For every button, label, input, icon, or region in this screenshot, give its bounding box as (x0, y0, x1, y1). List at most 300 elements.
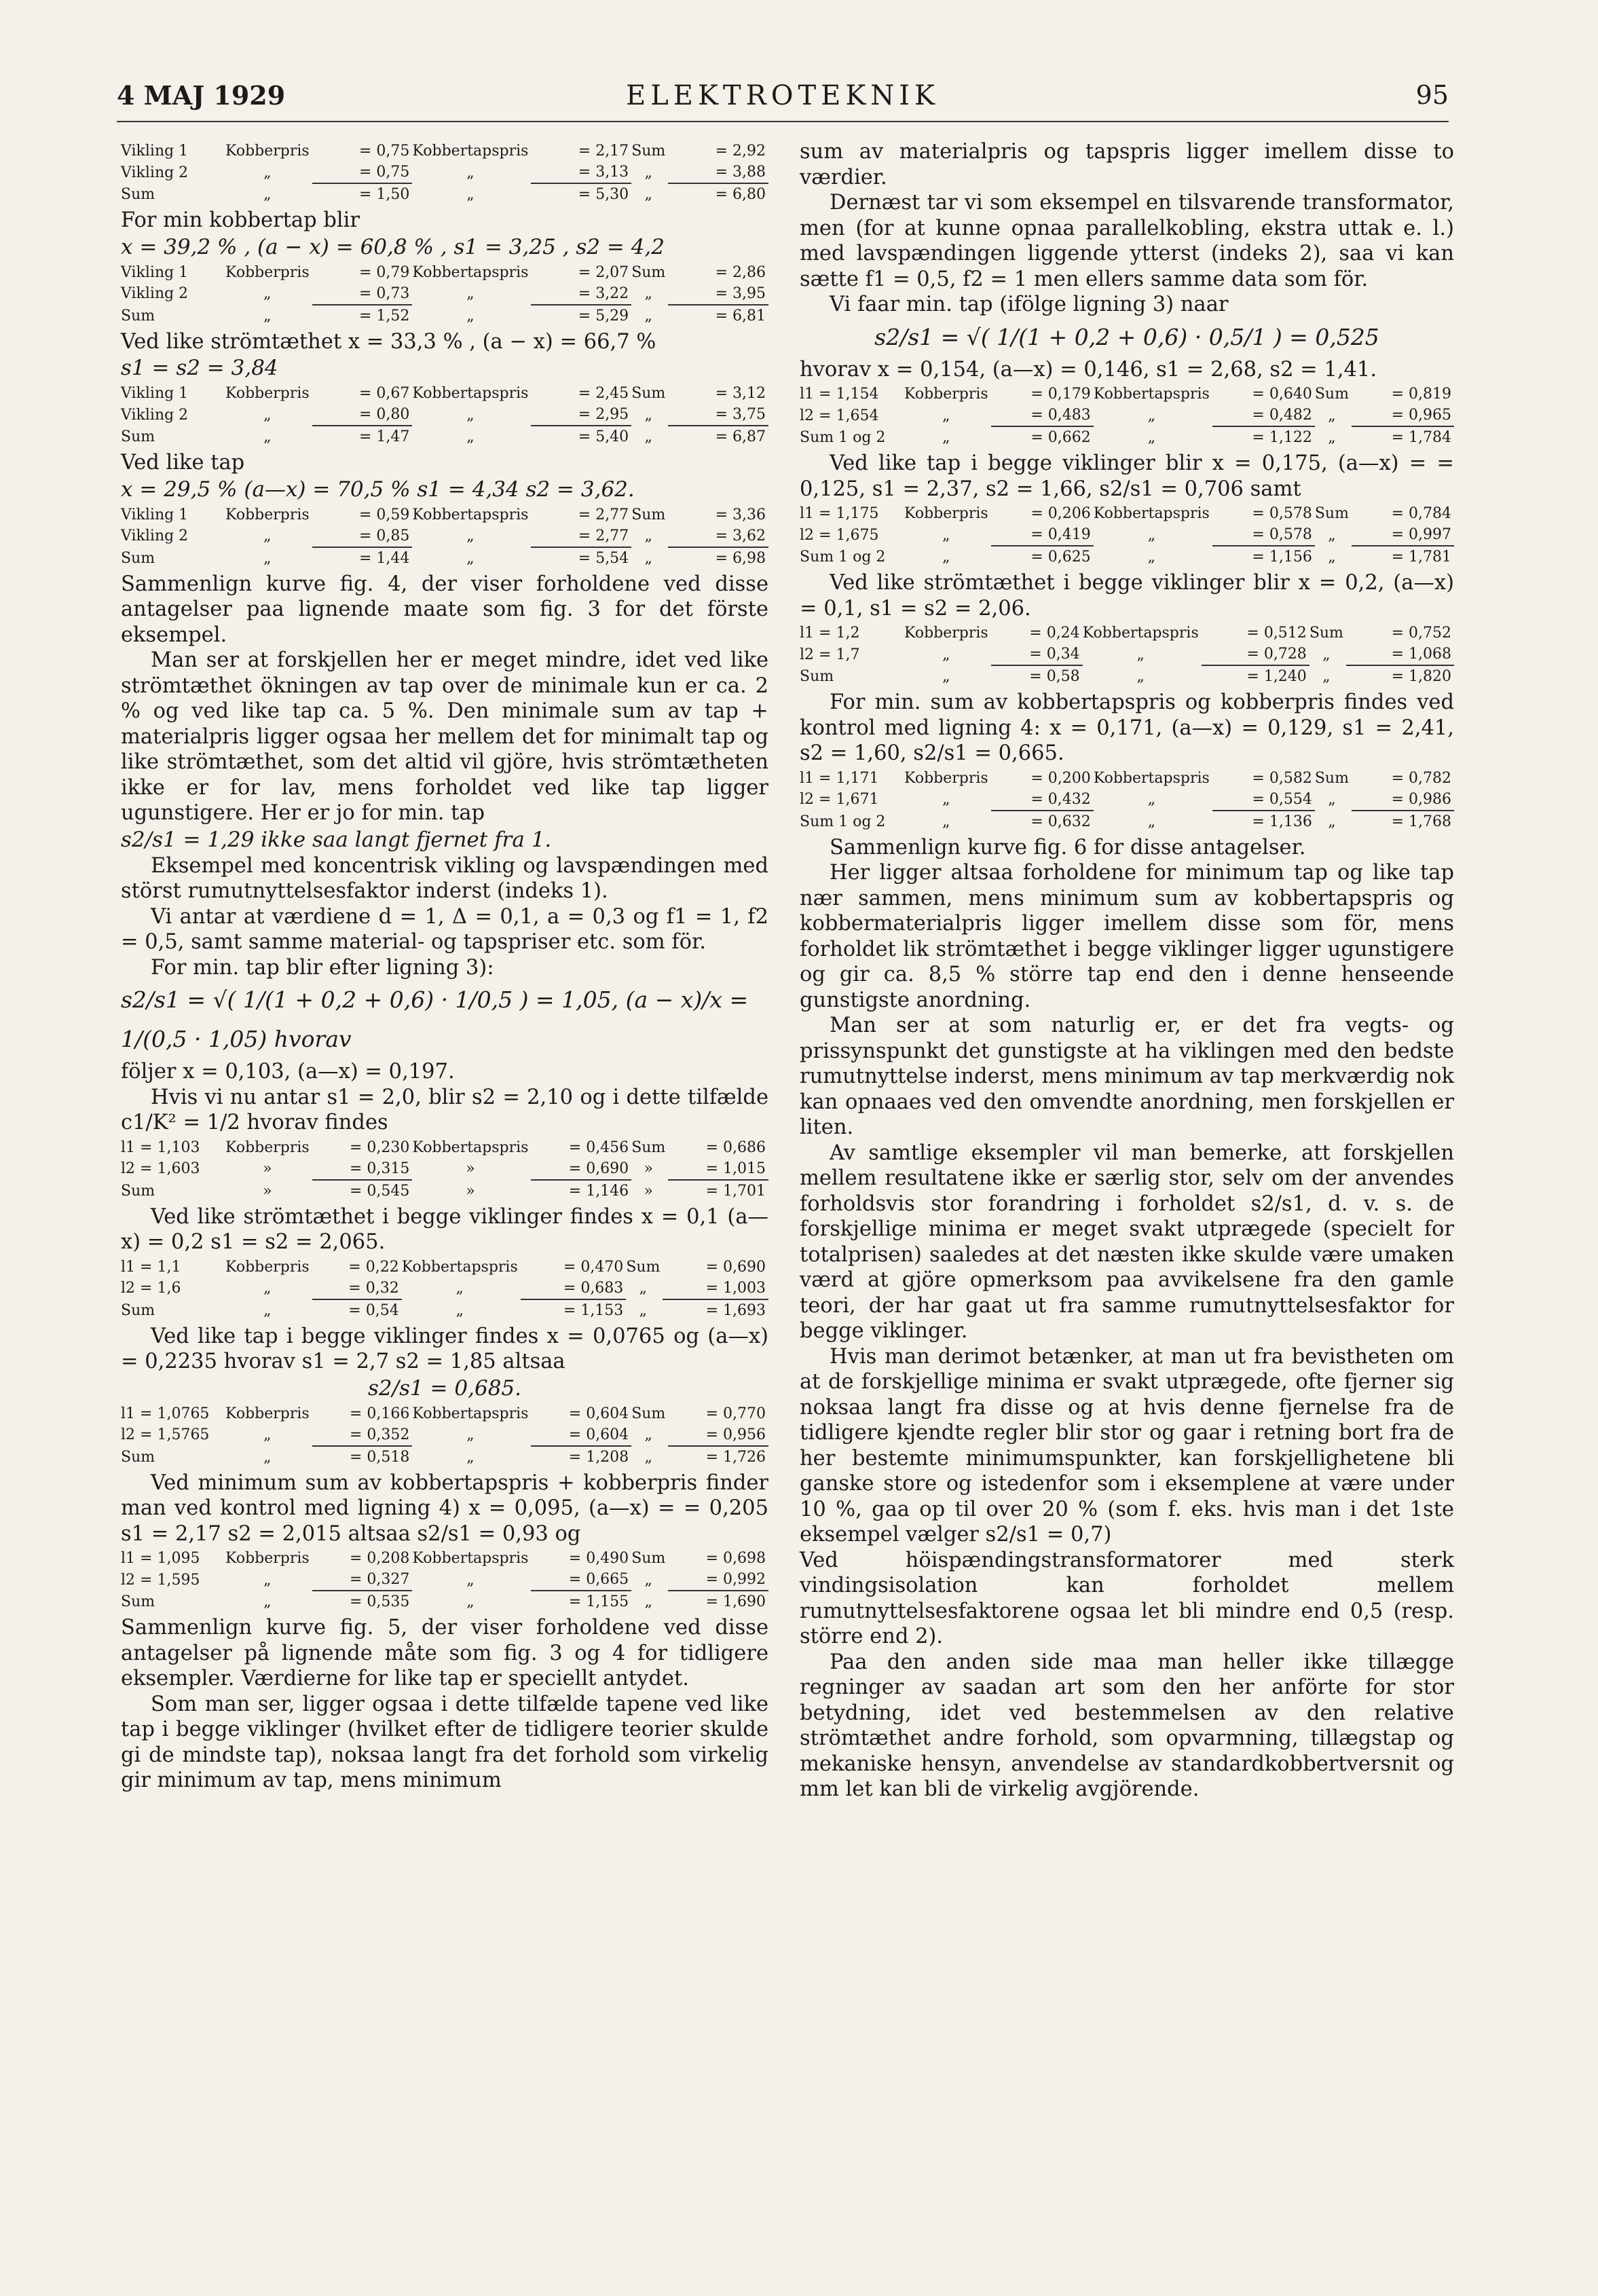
table-cell: „ (1328, 791, 1336, 808)
formula: s2/s1 = √( 1/(1 + 0,2 + 0,6) · 0,5/1 ) = 0,525 (874, 323, 1379, 350)
table-cell: = 0,456 (568, 1138, 629, 1156)
table-cell: Sum (631, 143, 666, 160)
table-cell: Sum (631, 1138, 666, 1156)
paragraph: hvorav x = 0,154, (a—x) = 0,146, s1 = 2,68, s2 = 1,41. (800, 357, 1377, 382)
paragraph: Man ser at forskjellen her er meget mindre, idet ved like strömtæthet ökningen av tap over de minimale kun er ca. 2 % og ved like tap ca. 5 %. Den minimale sum av tap + materialpris ligger ogsaa her mellem det for minimalt tap og like strömtæthet, som det altid vil gjöre, hvis strömtætheten ikke er for lav, mens forholdet ved like tap ligger ugunstigere. Her er jo for min. tap (121, 648, 768, 825)
paragraph: Paa den anden side maa man heller ikke tillægge regninger av saadan art som den her anförte for stor betydning, idet ved bestemmelsen av den relative strömtæthet andre forhold, som opvarmning, tillægstap og mekaniske hensyn, anvendelse av standardkobbertversnit og mm let kan bli de virkelig avgjörende. (800, 1650, 1454, 1801)
table-cell: = 0,80 (312, 404, 413, 426)
table-cell: = 3,12 (715, 385, 766, 402)
table-cell: „ (263, 1301, 272, 1319)
table-row (121, 1424, 768, 1446)
table-cell: Sum 1 og 2 (800, 813, 886, 830)
table-cell: „ (639, 1280, 648, 1297)
table-cell: l2 = 1,671 (800, 791, 879, 808)
table-cell: = 3,36 (715, 506, 766, 523)
paragraph: Ved like strömtæthet i begge viklinger findes x = 0,1 (a—x) = 0,2 s1 = s2 = 2,065. (121, 1204, 768, 1254)
table-cell: „ (1147, 791, 1155, 808)
table-cell: = 0,752 (1391, 625, 1451, 642)
table-cell: „ (644, 527, 652, 544)
table-row (121, 183, 768, 205)
table-cell: = 2,07 (578, 263, 629, 281)
table-cell: „ (466, 164, 475, 181)
value-table (800, 503, 1454, 568)
paragraph: Hvis vi nu antar s1 = 2,0, blir s2 = 2,10 og i dette tilfælde c1/K² = 1/2 hvorav findes (121, 1085, 768, 1134)
table-row (121, 1180, 768, 1202)
table-row (800, 503, 1454, 524)
table-cell: Sum (121, 1448, 155, 1466)
table-row (121, 1137, 768, 1158)
table-row (121, 141, 768, 162)
table-cell: = 5,40 (578, 428, 629, 445)
table-cell: = 3,75 (668, 404, 768, 426)
table-cell: Sum (631, 1405, 666, 1422)
table-cell: Sum (1314, 769, 1349, 787)
table-cell: „ (263, 1448, 272, 1466)
table-cell: „ (263, 1593, 272, 1610)
paragraph: Man ser at som naturlig er, er det fra vegts- og prissynspunkt det gunstigste at ha viklingen med den bedste rumutnyttelse inderst, mens minimum av tap merkværdig nok kan opnaaes ved den omvendte anordning, men forskjellen er liten. (800, 1014, 1454, 1139)
table-cell: = 1,693 (705, 1301, 766, 1319)
table-cell: Sum (121, 1593, 155, 1610)
table-cell: = 2,92 (715, 143, 766, 160)
paragraph: Som man ser, ligger ogsaa i dette tilfælde tapene ved like tap i begge viklinger (hvilket efter de tidligere teorier skulde gi de mindste tap), noksaa langt fra det forhold som virkelig gir minimum av tap, mens minimum (121, 1692, 768, 1792)
table-row (121, 547, 768, 569)
table-cell: Kobberpris (904, 505, 988, 522)
table-cell: = 0,578 (1252, 505, 1312, 522)
table-cell: „ (263, 527, 272, 544)
table-cell: = 0,200 (1030, 769, 1091, 787)
table-cell: = 0,604 (531, 1424, 631, 1446)
value-table (800, 384, 1454, 448)
table-cell: „ (942, 791, 950, 808)
table-cell: = 0,554 (1212, 789, 1315, 811)
table-cell: = 0,327 (312, 1569, 413, 1591)
table-cell: = 0,956 (668, 1424, 768, 1446)
table-cell: = 2,17 (578, 143, 629, 160)
table-cell: = 0,352 (312, 1424, 413, 1446)
table-cell: = 0,85 (312, 525, 413, 547)
table-cell: „ (942, 526, 950, 544)
table-cell: = 0,665 (531, 1569, 631, 1591)
table-cell: = 0,22 (348, 1258, 399, 1276)
table-row (800, 811, 1454, 832)
table-cell: Sum (800, 668, 834, 685)
table-cell: = 3,22 (531, 283, 631, 305)
table-cell: „ (263, 549, 272, 567)
table-cell: Kobbertapspris (412, 1405, 529, 1422)
table-cell: = 0,470 (563, 1258, 624, 1276)
table-cell: = 0,728 (1202, 644, 1309, 665)
table-cell: „ (466, 1448, 475, 1466)
paragraph: Ved like tap i begge viklinger findes x = 0,0765 og (a—x) = 0,2235 hvorav s1 = 2,7 s2 = 1,85 altsaa (121, 1324, 768, 1373)
table-cell: = 0,230 (350, 1138, 410, 1156)
table-cell: l1 = 1,2 (800, 625, 860, 642)
paragraph: följer x = 0,103, (a—x) = 0,197. (121, 1060, 455, 1084)
journal-title: ELEKTROTEKNIK (626, 80, 940, 111)
table-cell: Vikling 2 (121, 527, 189, 544)
table-row (121, 162, 768, 183)
table-cell: = 1,47 (359, 428, 410, 445)
table-cell: = 6,98 (715, 549, 766, 567)
table-cell: „ (466, 186, 475, 203)
table-cell: = 0,208 (350, 1550, 410, 1567)
table-row (800, 546, 1454, 568)
table-row (800, 789, 1454, 811)
table-cell: = 0,604 (568, 1405, 629, 1422)
table-cell: Sum (631, 1550, 666, 1567)
table-cell: = 0,512 (1246, 625, 1307, 642)
table-cell: Vikling 2 (121, 406, 189, 424)
table-row (800, 405, 1454, 426)
value-table (121, 1257, 768, 1321)
table-cell: „ (1147, 526, 1155, 544)
table-cell: l2 = 1,654 (800, 407, 879, 424)
paragraph: sum av materialpris og tapspris ligger imellem disse to værdier. (800, 140, 1454, 189)
table-cell: Vikling 1 (121, 506, 189, 523)
value-table (121, 141, 768, 205)
table-cell: = 1,208 (568, 1448, 629, 1466)
table-row (121, 1299, 768, 1321)
table-cell: = 2,95 (531, 404, 631, 426)
table-cell: Vikling 1 (121, 143, 189, 160)
table-cell: = 1,726 (705, 1448, 766, 1466)
table-cell: = 6,81 (715, 307, 766, 325)
table-cell: „ (942, 646, 950, 663)
paragraph: Her ligger altsaa forholdene for minimum tap og like tap nær sammen, mens minimum sum av kobbertapspris og kobbermaterialpris ligger imellem disse som för, mens forholdet lik strömtæthet i begge viklinger ligger ugunstigere og gir ca. 8,5 % större tap end den i denne henseende gunstigste anordning. (800, 861, 1454, 1012)
table-cell: = 1,156 (1252, 549, 1312, 566)
table-row (121, 504, 768, 525)
value-table (800, 623, 1454, 687)
table-cell: = 0,179 (1030, 386, 1091, 403)
table-cell: = 0,992 (668, 1569, 768, 1591)
table-cell: = 6,87 (715, 428, 766, 445)
value-table (121, 262, 768, 327)
table-cell: = 0,166 (350, 1405, 410, 1422)
table-row (121, 1548, 768, 1569)
table-cell: „ (466, 1593, 475, 1610)
table-cell: Kobberpris (904, 625, 988, 642)
table-cell: = 0,59 (359, 506, 410, 523)
table-cell: Sum (631, 385, 666, 402)
table-cell: „ (263, 1426, 272, 1443)
table-cell: „ (263, 186, 272, 203)
table-cell: „ (1328, 526, 1336, 544)
table-cell: „ (466, 549, 475, 567)
table-cell: „ (466, 1426, 475, 1443)
table-cell: = 0,770 (705, 1405, 766, 1422)
table-cell: „ (1147, 549, 1155, 566)
table-cell: Kobberpris (225, 1550, 310, 1567)
table-cell: = 0,73 (312, 283, 413, 305)
table-cell: „ (1147, 407, 1155, 424)
table-cell: = 0,206 (1030, 505, 1091, 522)
table-cell: = 0,997 (1352, 524, 1454, 546)
table-cell: » (263, 1182, 272, 1200)
formula: s2/s1 = 0,685. (368, 1375, 521, 1401)
table-row (121, 1257, 768, 1278)
page-header (117, 80, 1449, 122)
table-cell: = 2,77 (531, 525, 631, 547)
table-row (121, 1158, 768, 1180)
table-cell: Kobberpris (225, 263, 310, 281)
table-cell: = 1,146 (568, 1182, 629, 1200)
value-table (800, 768, 1454, 832)
table-cell: = 0,32 (312, 1278, 402, 1299)
table-cell: l1 = 1,171 (800, 769, 879, 787)
table-cell: „ (942, 668, 950, 685)
table-cell: = 3,95 (668, 283, 768, 305)
table-cell: „ (644, 1448, 652, 1466)
table-cell: „ (263, 1280, 272, 1297)
table-cell: » (466, 1182, 475, 1200)
table-cell: = 0,632 (1030, 813, 1091, 830)
table-cell: „ (644, 1571, 652, 1589)
table-cell: = 0,819 (1391, 386, 1451, 403)
table-cell: Sum (121, 549, 155, 567)
table-cell: Kobberpris (904, 769, 988, 787)
table-cell: = 3,62 (668, 525, 768, 547)
value-table (121, 504, 768, 569)
table-cell: = 0,965 (1352, 405, 1454, 426)
table-cell: Sum (121, 186, 155, 203)
table-cell: Sum (121, 1301, 155, 1319)
table-row (121, 525, 768, 547)
table-row (800, 426, 1454, 448)
table-cell: Vikling 2 (121, 164, 189, 181)
paragraph: Dernæst tar vi som eksempel en tilsvarende transformator, men (for at kunne opnaa parallelkobling, ekstra uttak e. l.) med lavspændingen liggende ytterst (indeks 2), saa vi kan sætte f1 = 0,5, f2 = 1 men ellers samme data som för. (800, 191, 1454, 291)
table-row (121, 283, 768, 305)
table-cell: „ (644, 285, 652, 302)
table-cell: = 3,13 (531, 162, 631, 183)
table-row (121, 383, 768, 404)
table-cell: Kobbertapspris (412, 263, 529, 281)
table-cell: = 0,75 (359, 143, 410, 160)
table-cell: = 1,52 (359, 307, 410, 325)
table-cell: = 1,153 (563, 1301, 624, 1319)
table-cell: l2 = 1,5765 (121, 1426, 210, 1443)
paragraph: For min. sum av kobbertapspris og kobberpris findes ved kontrol med ligning 4: x = 0,171, (a—x) = 0,129, s1 = 2,41, s2 = 1,60, s2/s1 = 0,665. (800, 690, 1454, 765)
table-cell: „ (263, 285, 272, 302)
table-cell: Kobbertapspris (1093, 505, 1210, 522)
table-cell: „ (942, 429, 950, 446)
table-cell: „ (644, 428, 652, 445)
table-cell: = 0,662 (1030, 429, 1091, 446)
table-cell: = 1,240 (1246, 668, 1307, 685)
table-cell: l2 = 1,675 (800, 526, 879, 544)
paragraph: Eksempel med koncentrisk vikling og lavspændingen med störst rumutnyttelsesfaktor inderst (indeks 1). (121, 853, 768, 903)
table-cell: = 0,784 (1391, 505, 1451, 522)
table-cell: Kobbertapspris (412, 143, 529, 160)
table-cell: „ (644, 1426, 652, 1443)
table-cell: „ (1147, 429, 1155, 446)
table-cell: = 5,54 (578, 549, 629, 567)
paragraph: Ved like strömtæthet x = 33,3 % , (a − x) = 66,7 % (121, 329, 656, 354)
table-cell: „ (942, 813, 950, 830)
table-cell: = 1,068 (1346, 644, 1454, 665)
table-cell: l1 = 1,095 (121, 1550, 200, 1567)
table-cell: „ (263, 406, 272, 424)
table-cell: = 0,782 (1391, 769, 1451, 787)
table-cell: = 0,640 (1252, 386, 1312, 403)
table-cell: „ (263, 428, 272, 445)
table-cell: „ (263, 307, 272, 325)
paragraph: Ved like tap (121, 451, 245, 475)
formula: x = 39,2 % , (a − x) = 60,8 % , s1 = 3,25 , s2 = 4,2 (121, 234, 665, 259)
table-cell: = 0,34 (991, 644, 1083, 665)
table-cell: = 0,582 (1252, 769, 1312, 787)
table-cell: Kobbertapspris (412, 1550, 529, 1567)
table-cell: „ (263, 164, 272, 181)
value-table (121, 1548, 768, 1612)
table-cell: = 0,75 (312, 162, 413, 183)
paragraph: Sammenlign kurve fig. 4, der viser forholdene ved disse antagelser paa lignende maate som fig. 3 for det förste eksempel. (121, 572, 768, 647)
table-cell: „ (1322, 646, 1331, 663)
table-cell: Kobberpris (225, 1258, 310, 1276)
table-cell: Sum (1314, 505, 1349, 522)
table-cell: = 0,79 (359, 263, 410, 281)
table-row (121, 262, 768, 283)
table-cell: l1 = 1,154 (800, 386, 879, 403)
paragraph: For min. tap blir efter ligning 3): (151, 955, 494, 980)
table-row (800, 384, 1454, 405)
table-cell: = 0,58 (1029, 668, 1080, 685)
table-cell: „ (1147, 813, 1155, 830)
table-cell: = 0,986 (1352, 789, 1454, 811)
table-cell: = 0,24 (1029, 625, 1080, 642)
table-cell: Kobbertapspris (401, 1258, 518, 1276)
table-cell: = 0,545 (350, 1182, 410, 1200)
table-cell: = 1,50 (359, 186, 410, 203)
table-cell: Sum (121, 1182, 155, 1200)
table-cell: „ (1328, 549, 1336, 566)
value-table (121, 1403, 768, 1468)
table-cell: = 1,122 (1252, 429, 1312, 446)
table-cell: = 0,683 (521, 1278, 627, 1299)
table-cell: l1 = 1,103 (121, 1138, 200, 1156)
table-cell: „ (644, 549, 652, 567)
table-cell: = 1,015 (668, 1158, 768, 1180)
table-cell: = 0,535 (350, 1593, 410, 1610)
table-row (121, 1403, 768, 1424)
table-cell: „ (1328, 429, 1336, 446)
paragraph: Ved like strömtæthet i begge viklinger blir x = 0,2, (a—x) = 0,1, s1 = s2 = 2,06. (800, 571, 1454, 621)
table-cell: l1 = 1,0765 (121, 1405, 210, 1422)
table-cell: Kobberpris (225, 1405, 310, 1422)
table-cell: „ (1328, 813, 1336, 830)
table-cell: = 0,315 (312, 1158, 413, 1180)
table-cell: = 0,482 (1212, 405, 1315, 426)
table-cell: = 1,690 (705, 1593, 766, 1610)
table-cell: „ (456, 1280, 464, 1297)
table-cell: l2 = 1,6 (121, 1280, 181, 1297)
table-cell: = 0,67 (359, 385, 410, 402)
table-cell: = 0,54 (348, 1301, 399, 1319)
table-cell: „ (1136, 646, 1145, 663)
table-cell: „ (466, 527, 475, 544)
table-row (121, 1446, 768, 1468)
table-cell: Kobbertapspris (412, 1138, 529, 1156)
table-cell: Sum (626, 1258, 661, 1276)
value-table (121, 383, 768, 447)
formula: s2/s1 = √( 1/(1 + 0,2 + 0,6) · 1/0,5 ) = 1,05, (a − x)/x = 1/(0,5 · 1,05) hvorav (121, 986, 749, 1052)
table-cell: Kobberpris (225, 385, 310, 402)
table-cell: l1 = 1,175 (800, 505, 879, 522)
table-row (800, 665, 1454, 687)
formula: x = 29,5 % (a—x) = 70,5 % s1 = 4,34 s2 = 3,62. (121, 477, 635, 502)
table-cell: = 0,690 (531, 1158, 631, 1180)
table-cell: „ (466, 307, 475, 325)
table-cell: » (263, 1160, 272, 1177)
table-cell: = 1,784 (1391, 429, 1451, 446)
table-cell: = 1,768 (1391, 813, 1451, 830)
table-cell: = 1,820 (1391, 668, 1451, 685)
table-cell: = 0,419 (991, 524, 1094, 546)
table-cell: „ (466, 285, 475, 302)
table-cell: Sum (631, 506, 666, 523)
table-cell: Sum (121, 307, 155, 325)
table-cell: = 1,155 (568, 1593, 629, 1610)
table-row (800, 644, 1454, 665)
table-row (121, 404, 768, 426)
table-cell: l2 = 1,603 (121, 1160, 200, 1177)
table-cell: „ (942, 407, 950, 424)
table-cell: „ (1322, 668, 1331, 685)
table-cell: Kobbertapspris (412, 385, 529, 402)
table-cell: = 0,483 (991, 405, 1094, 426)
table-cell: = 0,625 (1030, 549, 1091, 566)
table-row (800, 623, 1454, 644)
table-cell: „ (644, 186, 652, 203)
table-cell: l2 = 1,7 (800, 646, 860, 663)
table-row (121, 1278, 768, 1299)
table-cell: Vikling 1 (121, 385, 189, 402)
value-table (121, 1137, 768, 1202)
paragraph: Vi faar min. tap (ifölge ligning 3) naar (830, 293, 1229, 316)
table-cell: = 3,88 (668, 162, 768, 183)
table-cell: » (644, 1160, 653, 1177)
paragraph: Ved höispændingstransformatorer med sterk vindingsisolation kan forholdet mellem rumutnyttelsesfaktorene ogsaa let bli mindre end 0,5 (resp. större end 2). (800, 1548, 1454, 1648)
table-cell: „ (1136, 668, 1145, 685)
issue-date: 4 MAJ 1929 (117, 80, 286, 111)
table-cell: » (466, 1160, 475, 1177)
table-cell: = 0,432 (991, 789, 1094, 811)
table-cell: „ (644, 307, 652, 325)
paragraph: Sammenlign kurve fig. 5, der viser forholdene ved disse antagelser på lignende måte som fig. 3 og 4 for tidligere eksempler. Værdierne for like tap er speciellt antydet. (121, 1616, 768, 1690)
table-cell: „ (263, 1571, 272, 1589)
table-cell: „ (466, 406, 475, 424)
formula: s1 = s2 = 3,84 (121, 356, 278, 380)
table-cell: Kobberpris (904, 386, 988, 403)
table-cell: = 2,86 (715, 263, 766, 281)
table-cell: = 5,30 (578, 186, 629, 203)
page-number: 95 (1415, 80, 1449, 110)
table-cell: = 6,80 (715, 186, 766, 203)
table-cell: » (644, 1182, 653, 1200)
table-cell: „ (466, 1571, 475, 1589)
table-cell: Vikling 1 (121, 263, 189, 281)
table-cell: „ (644, 164, 652, 181)
table-cell: Kobbertapspris (412, 506, 529, 523)
paragraph: Sammenlign kurve fig. 6 for disse antagelser. (830, 835, 1306, 859)
table-cell: = 1,136 (1252, 813, 1312, 830)
table-cell: Sum 1 og 2 (800, 429, 886, 446)
table-cell: = 5,29 (578, 307, 629, 325)
table-cell: „ (466, 428, 475, 445)
table-cell: Vikling 2 (121, 285, 189, 302)
table-cell: „ (1328, 407, 1336, 424)
table-row (800, 768, 1454, 789)
table-cell: = 0,686 (705, 1138, 766, 1156)
table-cell: = 0,578 (1212, 524, 1315, 546)
